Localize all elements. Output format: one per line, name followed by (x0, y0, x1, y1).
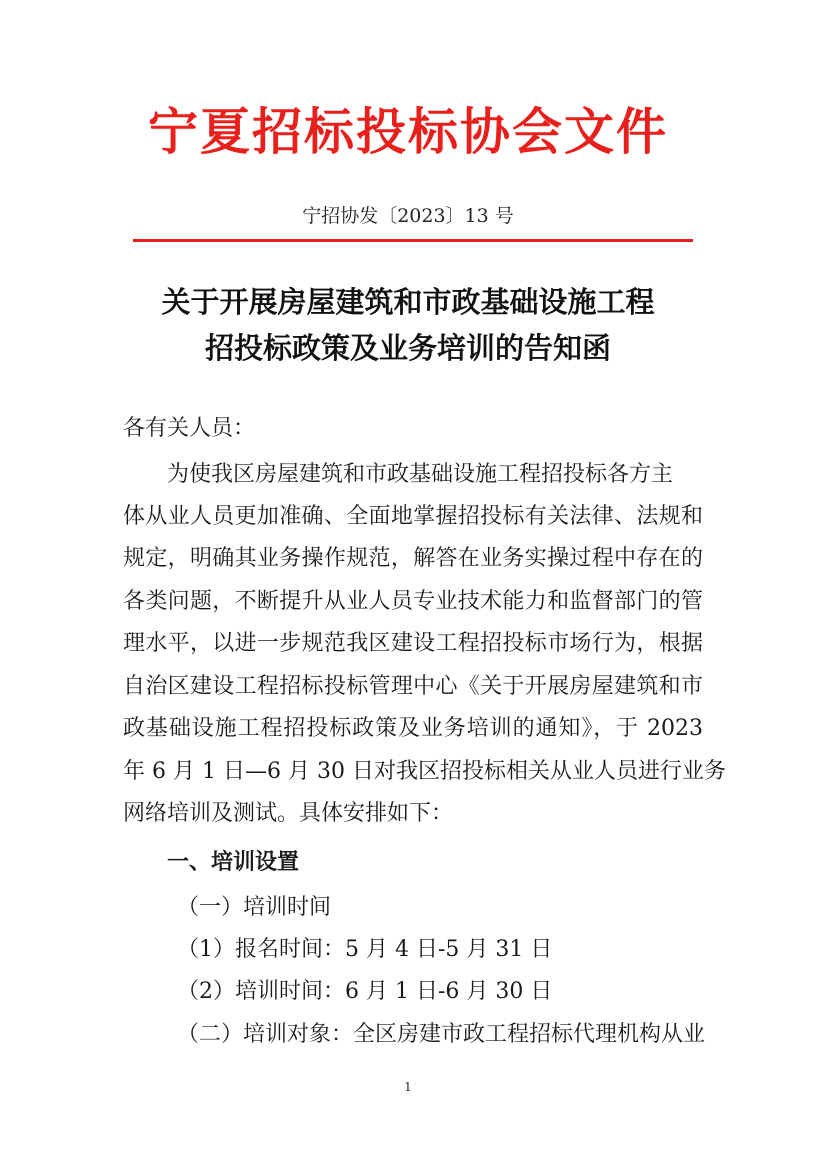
subsection-heading: （一）培训时间 (177, 895, 332, 920)
paragraph-line: 体从业人员更加准确、全面地掌握招投标有关法律、法规和 (123, 504, 703, 529)
red-divider-line (133, 239, 693, 242)
doc-number: 宁招协发〔2023〕13 号 (302, 205, 514, 227)
notice-title-line2: 招投标政策及业务培训的告知函 (204, 331, 611, 365)
salutation: 各有关人员： (123, 416, 256, 441)
paragraph-line: 网络培训及测试。具体安排如下： (123, 801, 454, 826)
paragraph-line: 各类问题，不断提升从业人员专业技术能力和监督部门的管 (123, 589, 703, 614)
org-title: 宁夏招标投标协会文件 (148, 103, 668, 161)
paragraph-line: 为使我区房屋建筑和市政基础设施工程招投标各方主 (167, 462, 674, 487)
paragraph-line: 理水平，以进一步规范我区建设工程招投标市场行为，根据 (123, 631, 703, 656)
paragraph-line: 自治区建设工程招标投标管理中心《关于开展房屋建筑和市 (123, 674, 703, 699)
paragraph-line: 规定，明确其业务操作规范，解答在业务实操过程中存在的 (123, 546, 703, 571)
paragraph-line: 年 6 月 1 日—6 月 30 日对我区招投标相关从业人员进行业务 (123, 759, 726, 784)
section-heading: 一、培训设置 (167, 850, 300, 875)
list-item: （1）报名时间：5 月 4 日-5 月 31 日 (177, 937, 553, 962)
subsection-heading: （二）培训对象：全区房建市政工程招标代理机构从业 (177, 1022, 706, 1047)
paragraph-line: 政基础设施工程招投标政策及业务培训的通知》，于 2023 (123, 716, 703, 741)
notice-title-line1: 关于开展房屋建筑和市政基础设施工程 (161, 285, 655, 319)
page-number: 1 (404, 1080, 412, 1094)
list-item: （2）培训时间：6 月 1 日-6 月 30 日 (177, 979, 553, 1004)
